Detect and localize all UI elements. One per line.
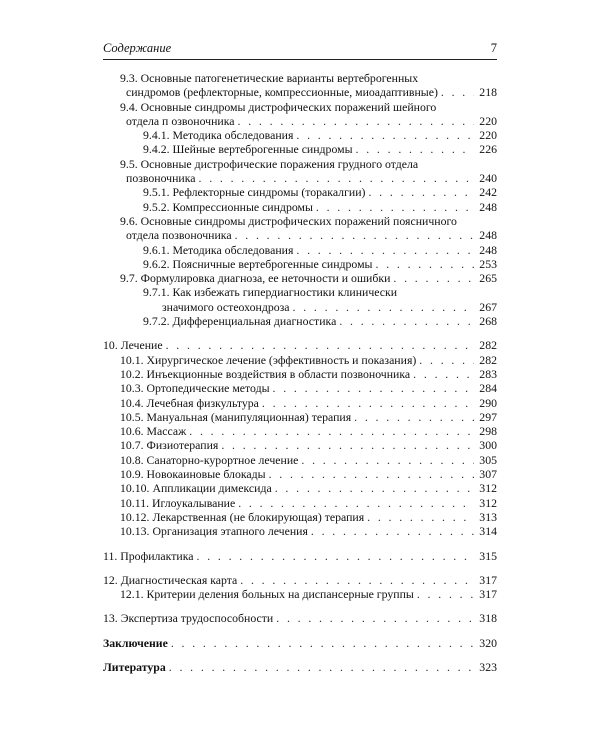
toc-entry[interactable]: 10.11. Иглоукалывание . . . 312: [103, 496, 497, 510]
dot-leader: [166, 338, 474, 352]
section-gap: [103, 650, 497, 660]
toc-entry[interactable]: 10.9. Новокаиновые блокады . . . 307: [103, 467, 497, 481]
running-header: [103, 41, 497, 60]
toc-page-number: 312: [479, 495, 497, 510]
toc-page-number: 248: [479, 228, 497, 243]
toc-page-number: 240: [479, 171, 497, 186]
toc-entry[interactable]: 9.4.1. Методика обследования . . . 220: [103, 128, 497, 142]
toc-entry[interactable]: 9.6.2. Поясничные вертеброгенные синдромы . . . 253: [103, 257, 497, 271]
header-title: Содержание: [103, 41, 172, 55]
dot-leader: [269, 467, 474, 481]
dot-leader: [368, 185, 474, 199]
toc-chapter[interactable]: 12. Диагностическая карта . . . 317: [103, 573, 497, 587]
toc-entry[interactable]: 9.5.2. Компрессионные синдромы . . . 248: [103, 200, 497, 214]
toc-page-number: 307: [479, 467, 497, 482]
dot-leader: [238, 114, 474, 128]
toc-chapter[interactable]: 13. Экспертиза трудоспособности . . . 318: [103, 611, 497, 625]
dot-leader: [356, 142, 474, 156]
toc-page-number: 226: [479, 142, 497, 157]
dot-leader: [238, 496, 474, 510]
dot-leader: [296, 128, 474, 142]
toc-entry[interactable]: 10.3. Ортопедические методы . . . 284: [103, 381, 497, 395]
toc-page-number: 320: [479, 635, 497, 650]
toc-entry[interactable]: 9.5. Основные дистрофические поражения грудного отдела: [120, 156, 419, 171]
toc-entry[interactable]: отдела позвоночника . . . 248: [103, 228, 497, 242]
toc-entry[interactable]: 12.1. Критерии деления больных на диспансерные группы . . . 317: [103, 587, 497, 601]
dot-leader: [417, 587, 474, 601]
toc-page-number: 265: [479, 271, 497, 286]
dot-leader: [262, 396, 474, 410]
toc-entry[interactable]: 9.6.1. Методика обследования . . . 248: [103, 243, 497, 257]
toc-entry[interactable]: 10.6. Массаж . . . 298: [103, 424, 497, 438]
toc-page-number: 248: [479, 199, 497, 214]
section-gap: [103, 601, 497, 611]
toc-page-number: 248: [479, 242, 497, 257]
dot-leader: [316, 200, 474, 214]
section-gap: [103, 539, 497, 549]
toc-entry[interactable]: 10.5. Мануальная (манипуляционная) терапия . . . 297: [103, 410, 497, 424]
toc-entry[interactable]: 10.12. Лекарственная (не блокирующая) терапия . . . 313: [103, 510, 497, 524]
toc-entry[interactable]: 9.7.2. Дифференциальная диагностика . . . 268: [103, 314, 497, 328]
dot-leader: [189, 424, 474, 438]
toc-page-number: 282: [479, 338, 497, 353]
table-of-contents: [103, 71, 497, 674]
toc-page-number: 220: [479, 113, 497, 128]
toc-page-number: 305: [479, 452, 497, 467]
dot-leader: [311, 524, 474, 538]
toc-entry[interactable]: 9.4.2. Шейные вертеброгенные синдромы . . . 226: [103, 142, 497, 156]
toc-page-number: 312: [479, 481, 497, 496]
dot-leader: [169, 660, 474, 674]
toc-page-number: 282: [479, 352, 497, 367]
toc-entry[interactable]: 10.13. Организация этапного лечения . . . 314: [103, 524, 497, 538]
toc-entry[interactable]: 10.1. Хирургическое лечение (эффективность и показания) . . . 282: [103, 353, 497, 367]
dot-leader: [376, 257, 475, 271]
toc-entry[interactable]: значимого остеохондроза . . . 267: [103, 300, 497, 314]
toc-page-number: 317: [479, 587, 497, 602]
toc-page-number: 317: [479, 572, 497, 587]
toc-entry[interactable]: 10.7. Физиотерапия . . . 300: [103, 438, 497, 452]
toc-entry[interactable]: 10.10. Аппликации димексида . . . 312: [103, 481, 497, 495]
toc-entry[interactable]: 9.7. Формулировка диагноза, ее неточности и ошибки . . . 265: [103, 271, 497, 285]
dot-leader: [413, 367, 474, 381]
toc-page-number: 242: [479, 185, 497, 200]
toc-entry[interactable]: 9.6. Основные синдромы дистрофических поражений поясничного: [120, 213, 457, 228]
dot-leader: [276, 611, 474, 625]
dot-leader: [293, 300, 474, 314]
dot-leader: [393, 271, 474, 285]
toc-page-number: 267: [479, 299, 497, 314]
toc-entry[interactable]: 10.4. Лечебная физкультура . . . 290: [103, 396, 497, 410]
dot-leader: [199, 171, 474, 185]
dot-leader: [197, 549, 475, 563]
toc-chapter[interactable]: 10. Лечение . . . 282: [103, 338, 497, 352]
dot-leader: [419, 353, 474, 367]
toc-page-number: 218: [479, 85, 497, 100]
section-gap: [103, 563, 497, 573]
toc-entry[interactable]: 10.8. Санаторно-курортное лечение . . . 305: [103, 453, 497, 467]
dot-leader: [171, 636, 474, 650]
toc-page-number: 283: [479, 366, 497, 381]
toc-chapter[interactable]: Заключение . . . 320: [103, 636, 497, 650]
toc-page-number: 314: [479, 524, 497, 539]
toc-entry[interactable]: 9.4. Основные синдромы дистрофических поражений шейного: [120, 99, 437, 114]
dot-leader: [235, 228, 474, 242]
toc-page-number: 253: [479, 256, 497, 271]
toc-page-number: 284: [479, 381, 497, 396]
toc-page-number: 323: [479, 659, 497, 674]
toc-page-number: 297: [479, 409, 497, 424]
toc-entry[interactable]: отдела п озвоночника . . . 220: [103, 114, 497, 128]
dot-leader: [367, 510, 474, 524]
toc-page-number: 315: [479, 548, 497, 563]
toc-page-number: 313: [479, 509, 497, 524]
toc-entry[interactable]: синдромов (рефлекторные, компрессионные, миоадаптивные) . . . 218: [103, 85, 497, 99]
toc-page-number: 318: [479, 611, 497, 626]
toc-page-number: 290: [479, 395, 497, 410]
toc-entry[interactable]: 9.3. Основные патогенетические варианты вертеброгенных: [120, 71, 419, 85]
section-gap: [103, 328, 497, 338]
toc-page-number: 220: [479, 128, 497, 143]
toc-chapter[interactable]: Литература . . . 323: [103, 660, 497, 674]
section-gap: [103, 626, 497, 636]
toc-entry[interactable]: 9.5.1. Рефлекторные синдромы (торакалгии) . . . 242: [103, 185, 497, 199]
toc-chapter[interactable]: 11. Профилактика . . . 315: [103, 549, 497, 563]
dot-leader: [354, 410, 474, 424]
dot-leader: [301, 453, 474, 467]
toc-page-number: 298: [479, 424, 497, 439]
toc-page-number: 268: [479, 314, 497, 329]
dot-leader: [240, 573, 474, 587]
toc-entry[interactable]: 10.2. Инъекционные воздействия в области позвоночника . . . 283: [103, 367, 497, 381]
toc-entry[interactable]: позвоночника . . . 240: [103, 171, 497, 185]
dot-leader: [273, 381, 474, 395]
dot-leader: [296, 243, 474, 257]
dot-leader: [339, 314, 474, 328]
dot-leader: [221, 438, 474, 452]
toc-page-number: 300: [479, 438, 497, 453]
toc-entry[interactable]: 9.7.1. Как избежать гипердиагностики клинически: [143, 285, 398, 300]
header-page-number: 7: [490, 41, 497, 55]
dot-leader: [441, 85, 474, 99]
dot-leader: [275, 481, 474, 495]
